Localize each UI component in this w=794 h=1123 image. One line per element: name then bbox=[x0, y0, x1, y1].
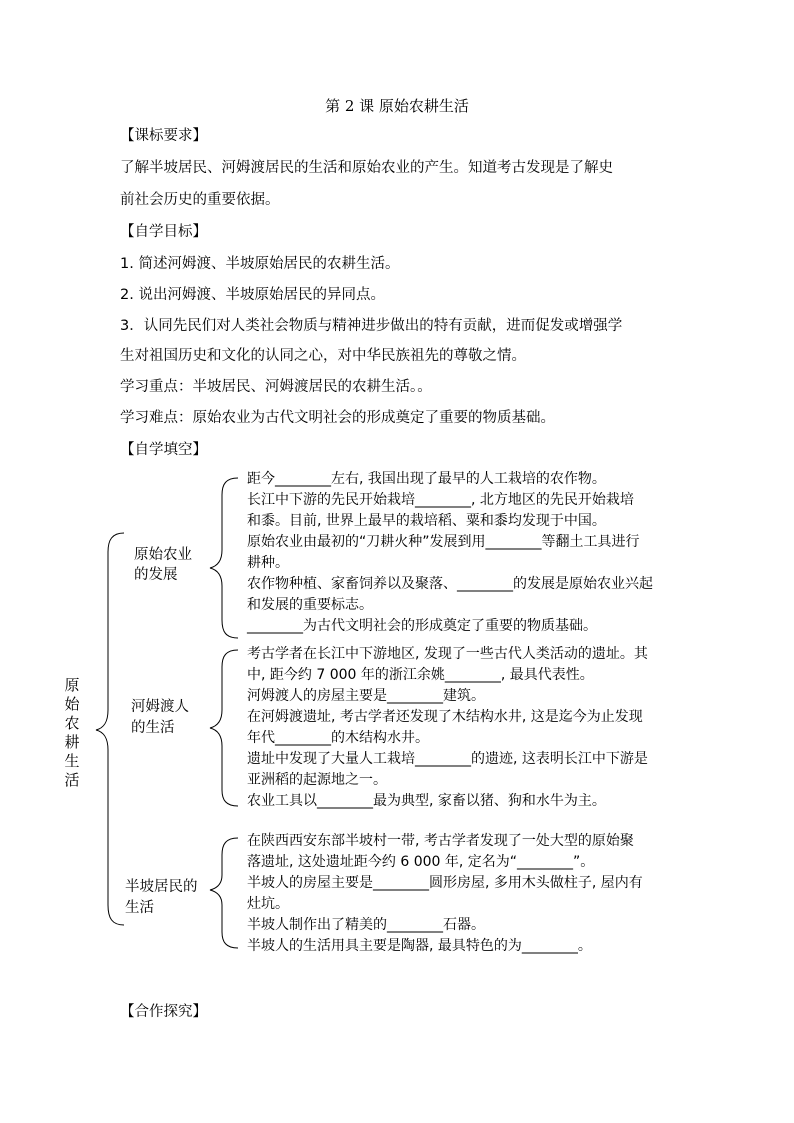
standard-line: 了解半坡居民、河姆渡居民的生活和原始农业的产生。知道考古发现是了解史 bbox=[120, 160, 613, 176]
fill-line: 和发展的重要标志。 bbox=[247, 597, 373, 613]
fill-line: 半坡人制作出了精美的________石器。 bbox=[247, 917, 485, 933]
fill-line: 河姆渡人的房屋主要是________建筑。 bbox=[247, 688, 485, 704]
study-difficulty: 学习难点：原始农业为古代文明社会的形成奠定了重要的物质基础。 bbox=[120, 410, 555, 426]
fill-line: 落遗址, 这处遗址距今约 6 000 年, 定名为“________”。 bbox=[247, 854, 595, 870]
goal-line: 1. 简述河姆渡、半坡原始居民的农耕生活。 bbox=[120, 256, 400, 272]
fill-line: 中, 距今约 7 000 年的浙江余姚________, 最具代表性。 bbox=[247, 667, 594, 683]
fill-line: 距今________左右, 我国出现了最早的人工栽培的农作物。 bbox=[247, 471, 606, 487]
goal-line: 2. 说出河姆渡、半坡原始居民的异同点。 bbox=[120, 287, 385, 303]
fill-line: 在河姆渡遗址, 考古学者还发现了木结构水井, 这是迄今为止发现 bbox=[247, 709, 643, 725]
fill-line: 半坡人的生活用具主要是陶器, 最具特色的为________。 bbox=[247, 938, 592, 954]
fill-line: 考古学者在长江中下游地区, 发现了一些古代人类活动的遗址。其 bbox=[247, 646, 648, 662]
fill-line: 灶坑。 bbox=[247, 896, 289, 912]
branch3-label: 半坡居民的 bbox=[125, 879, 198, 895]
branch3-content bbox=[247, 831, 727, 957]
study-focus: 学习重点：半坡居民、河姆渡居民的农耕生活。。 bbox=[120, 379, 432, 395]
page-title: 第 2 课 原始农耕生活 bbox=[325, 97, 469, 115]
fill-line: 半坡人的房屋主要是________圆形房屋, 多用木头做柱子, 屋内有 bbox=[247, 875, 643, 891]
fill-line: 长江中下游的先民开始栽培________, 北方地区的先民开始栽培 bbox=[247, 492, 634, 508]
fill-line: 和黍。目前, 世界上最早的栽培稻、粟和黍均发现于中国。 bbox=[247, 513, 606, 529]
branch1-brace bbox=[210, 478, 238, 638]
fill-line: 耕种。 bbox=[247, 555, 289, 571]
fill-line: 原始农业由最初的“刀耕火种”发展到用________等翻土工具进行 bbox=[247, 534, 640, 550]
fill-line: ________为古代文明社会的形成奠定了重要的物质基础。 bbox=[247, 618, 597, 634]
branch2-label: 河姆渡人 bbox=[131, 699, 189, 715]
section-fill: 【自学填空】 bbox=[120, 442, 207, 458]
fill-line: 亚洲稻的起源地之一。 bbox=[247, 772, 387, 788]
branch1-label: 的发展 bbox=[134, 567, 178, 583]
branch1-content bbox=[247, 469, 727, 637]
root-brace bbox=[96, 533, 124, 925]
section-coop: 【合作探究】 bbox=[120, 1004, 207, 1020]
section-standard: 【课标要求】 bbox=[120, 128, 207, 144]
fill-line: 农业工具以________最为典型, 家畜以猪、狗和水牛为主。 bbox=[247, 793, 606, 809]
branch2-label: 的生活 bbox=[131, 720, 175, 736]
branch3-label: 生活 bbox=[125, 900, 154, 916]
goal-line: 生对祖国历史和文化的认同之心，对中华民族祖先的尊敬之情。 bbox=[120, 348, 526, 364]
branch2-content bbox=[247, 644, 727, 812]
fill-line: 农作物种植、家畜饲养以及聚落、________的发展是原始农业兴起 bbox=[247, 576, 653, 592]
fill-line: 遗址中发现了大量人工栽培________的遗迹, 这表明长江中下游是 bbox=[247, 751, 648, 767]
branch2-brace bbox=[210, 650, 238, 806]
section-goals: 【自学目标】 bbox=[120, 224, 207, 240]
branch1-label: 原始农业 bbox=[134, 547, 192, 563]
root-label: 原 始 农 耕 生 活 bbox=[64, 676, 80, 789]
fill-line: 年代________的木结构水井。 bbox=[247, 730, 429, 746]
fill-line: 在陕西西安东部半坡村一带, 考古学者发现了一处大型的原始聚 bbox=[247, 833, 634, 849]
standard-line: 前社会历史的重要依据。 bbox=[120, 192, 280, 208]
branch3-brace bbox=[210, 838, 238, 948]
goal-line: 3．认同先民们对人类社会物质与精神进步做出的特有贡献，进而促发或增强学 bbox=[120, 318, 623, 334]
